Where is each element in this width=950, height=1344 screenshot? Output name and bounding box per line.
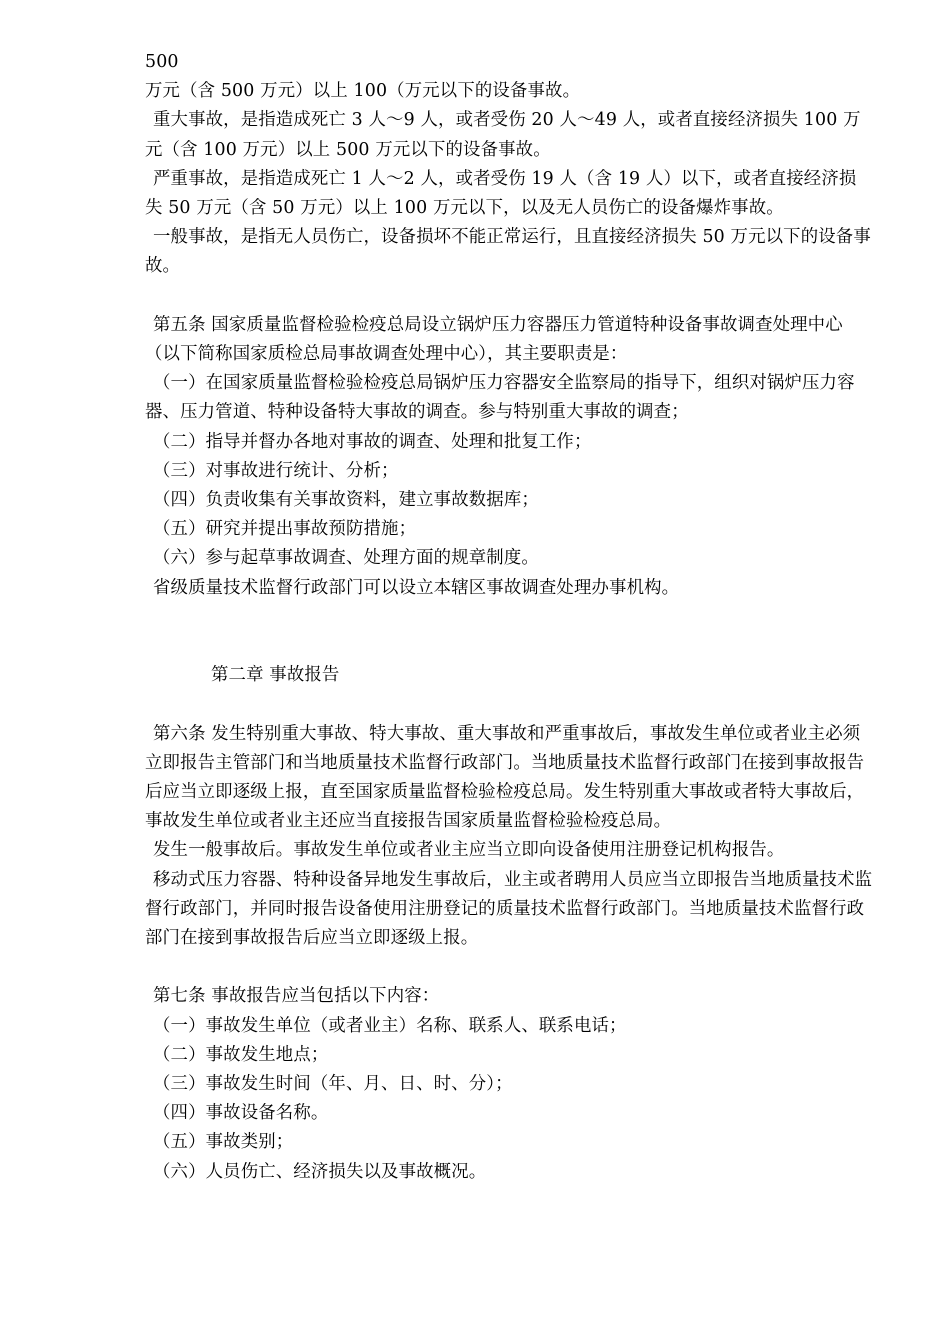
- paragraph-general-accident: 一般事故，是指无人员伤亡，设备损坏不能正常运行，且直接经济损失 50 万元以下的设备事故。: [145, 227, 871, 277]
- article-5-item: （六）参与起草事故调查、处理方面的规章制度。: [153, 548, 539, 569]
- article-7-item: （五）事故类别；: [153, 1132, 294, 1153]
- spacer: [145, 690, 873, 719]
- spacer: [145, 603, 873, 661]
- article-6-paragraph: 发生一般事故后。事故发生单位或者业主应当立即向设备使用注册登记机构报告。: [153, 840, 785, 861]
- article-7-item: （三）事故发生时间（年、月、日、时、分）；: [153, 1074, 513, 1095]
- article-5-item: （五）研究并提出事故预防措施；: [153, 519, 417, 540]
- article-7-intro: 第七条 事故报告应当包括以下内容：: [153, 986, 440, 1007]
- article-6-paragraph: 第六条 发生特别重大事故、特大事故、重大事故和严重事故后，事故发生单位或者业主必须立即报告主管部门和当地质量技术监督行政部门。当地质量技术监督行政部门在接到事故报告后应当立即逐级上报，直至国家质量监督检验检疫总局。发生特别重大事故或者特大事故后，事故发生单位或者业主还应当直接报告国家质量监督检验检疫总局。: [145, 723, 865, 832]
- paragraph-major-accident: 重大事故，是指造成死亡 3 人～9 人，或者受伤 20 人～49 人，或者直接经济损失 100 万元（含 100 万元）以上 500 万元以下的设备事故。: [145, 110, 861, 160]
- chapter-title: 第二章 事故报告: [211, 665, 340, 686]
- document-page: [145, 48, 873, 1187]
- spacer: [145, 953, 873, 982]
- article-5-closing: 省级质量技术监督行政部门可以设立本辖区事故调查处理办事机构。: [153, 577, 680, 598]
- article-7-item: （六）人员伤亡、经济损失以及事故概况。: [153, 1161, 487, 1182]
- text-fragment: 500: [145, 52, 179, 72]
- text-fragment: 万元（含 500 万元）以上 100（万元以下的设备事故。: [145, 81, 581, 102]
- article-7-item: （一）事故发生单位（或者业主）名称、联系人、联系电话；: [153, 1015, 627, 1036]
- article-5-item: （二）指导并督办各地对事故的调查、处理和批复工作；: [153, 431, 592, 452]
- article-6-paragraph: 移动式压力容器、特种设备异地发生事故后，业主或者聘用人员应当立即报告当地质量技术监督行政部门，并同时报告设备使用注册登记的质量技术监督行政部门。当地质量技术监督行政部门在接到事故报告后应当立即逐级上报。: [145, 869, 873, 949]
- article-5-intro: 第五条 国家质量监督检验检疫总局设立锅炉压力容器压力管道特种设备事故调查处理中心（以下简称国家质检总局事故调查处理中心），其主要职责是：: [145, 314, 843, 365]
- spacer: [145, 282, 873, 311]
- article-7-item: （二）事故发生地点；: [153, 1044, 329, 1065]
- article-5-item: （三）对事故进行统计、分析；: [153, 460, 399, 481]
- article-5-item: （四）负责收集有关事故资料，建立事故数据库；: [153, 490, 539, 511]
- article-5-item: （一）在国家质量监督检验检疫总局锅炉压力容器安全监察局的指导下，组织对锅炉压力容器、压力管道、特种设备特大事故的调查。参与特别重大事故的调查；: [145, 373, 855, 423]
- paragraph-serious-accident: 严重事故，是指造成死亡 1 人～2 人，或者受伤 19 人（含 19 人）以下，或者直接经济损失 50 万元（含 50 万元）以上 100 万元以下，以及无人员伤亡的设备爆炸事故。: [145, 168, 857, 219]
- article-7-item: （四）事故设备名称。: [153, 1103, 329, 1124]
